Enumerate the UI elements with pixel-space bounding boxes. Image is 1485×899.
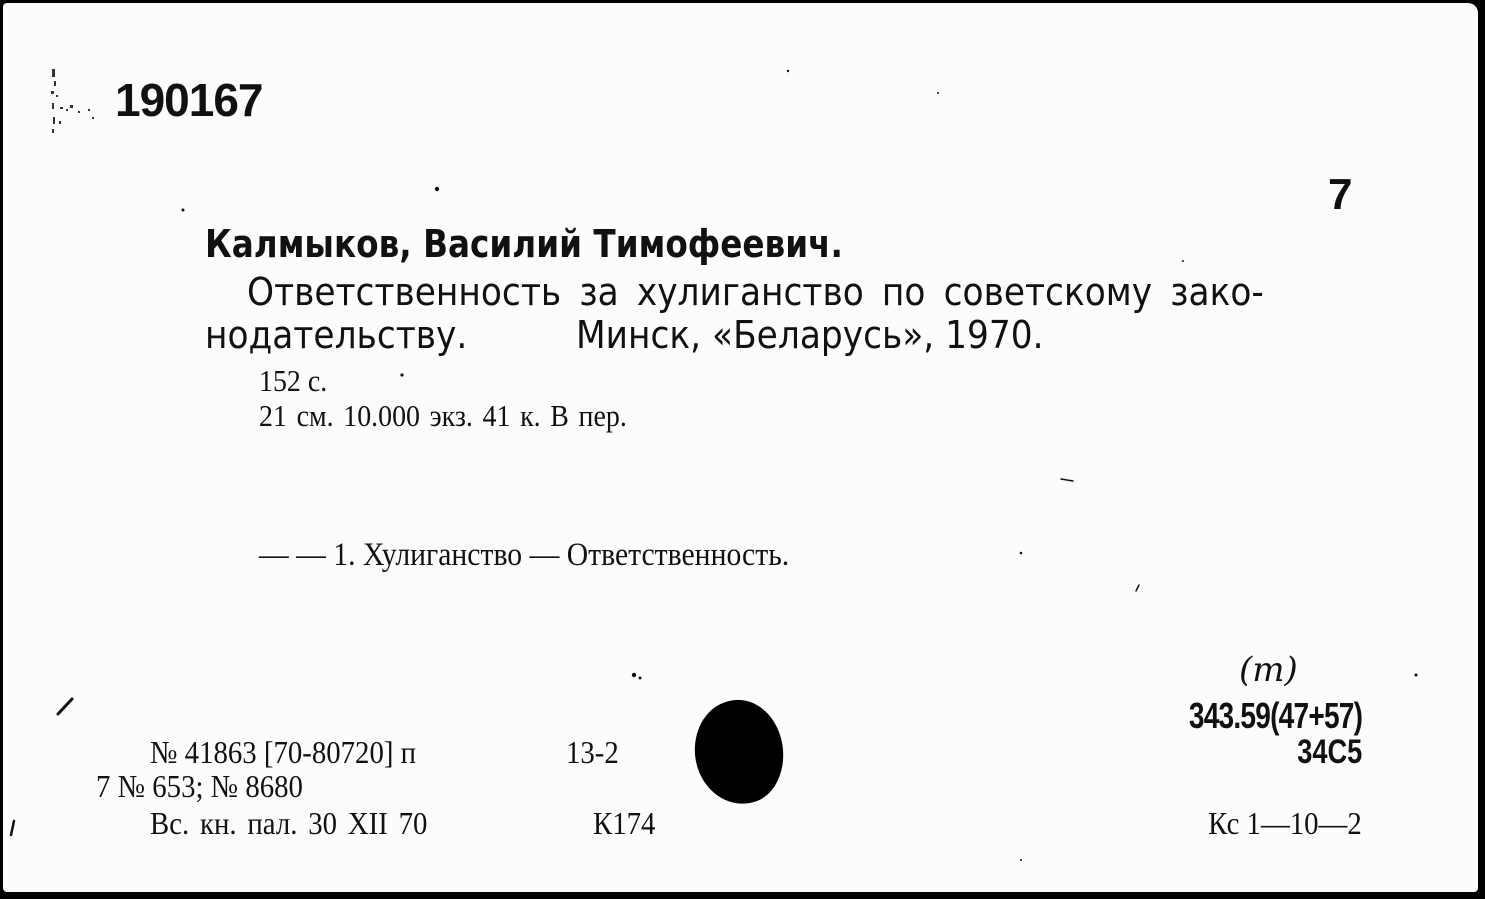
classification-code: 343.59(47+57) bbox=[1188, 695, 1362, 736]
catalog-card bbox=[3, 3, 1478, 892]
page-count: 152 с. bbox=[259, 363, 328, 398]
order-line: № 41863 [70-80720] п bbox=[150, 734, 417, 770]
title-line-1: Ответственность за хулиганство по советскому зако- bbox=[247, 270, 1264, 314]
publication-info: Минск, «Беларусь», 1970. bbox=[576, 313, 1044, 357]
subject-heading: — — 1. Хулиганство — Ответственность. bbox=[259, 537, 790, 573]
order-code: 13-2 bbox=[566, 734, 619, 770]
handwritten-mark: (т) bbox=[1239, 650, 1298, 690]
author-heading: Калмыков, Василий Тимофеевич. bbox=[205, 222, 843, 266]
card-code: Кс 1—10—2 bbox=[1208, 805, 1362, 841]
scan-marks bbox=[3, 3, 1478, 892]
k-code: К174 bbox=[593, 805, 656, 841]
registry-line: Вс. кн. пал. 30 XII 70 bbox=[150, 805, 428, 841]
physical-description: 21 см. 10.000 экз. 41 к. В пер. bbox=[259, 398, 627, 433]
numbers-line: 7 № 653; № 8680 bbox=[96, 768, 303, 804]
author-mark: 34С5 bbox=[1296, 733, 1362, 771]
inventory-number: 190167 bbox=[115, 74, 263, 126]
title-line-2: нодательству. bbox=[205, 313, 468, 357]
page-marker: 7 bbox=[1328, 170, 1353, 219]
